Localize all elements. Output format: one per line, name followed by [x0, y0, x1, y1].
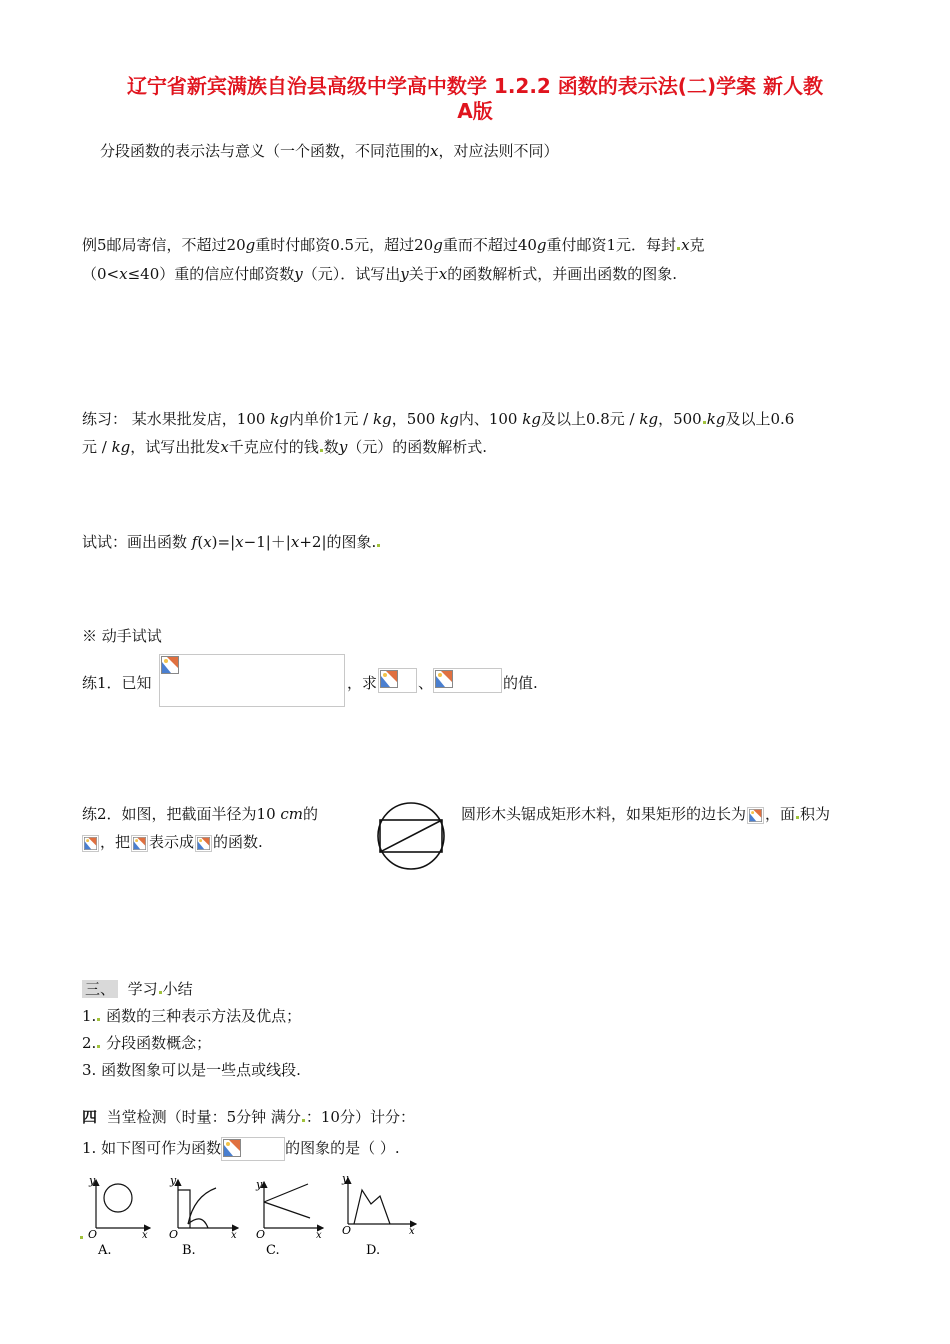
curve-upper	[188, 1188, 216, 1224]
text: ：10分）计分：	[305, 1108, 415, 1126]
var-x: x	[681, 236, 690, 254]
text: ≤40）重的信应付邮资数	[127, 265, 295, 283]
broken-image-icon	[380, 670, 398, 688]
marker-dot	[796, 816, 799, 819]
var-f: f	[191, 533, 198, 551]
circle-curve	[104, 1184, 132, 1212]
exercise1-end: 的值.	[503, 674, 538, 692]
var-y: y	[294, 265, 303, 283]
text: （元）的函数解析式.	[347, 438, 488, 456]
graph-b	[169, 1174, 238, 1241]
broken-image-icon	[749, 809, 762, 822]
text: ，把	[100, 833, 131, 851]
graph-c	[255, 1178, 323, 1241]
title-line-1: 辽宁省新宾满族自治县高级中学高中数学 1.2.2 函数的表示法(二)学案 新人教	[126, 74, 824, 98]
text: (	[197, 533, 204, 551]
text: （0<	[82, 265, 120, 283]
formula-image-placeholder	[378, 668, 416, 692]
graph-d	[341, 1172, 416, 1237]
text: 内、100	[458, 410, 523, 428]
text: 重时付邮资0.5元，超过20	[255, 236, 434, 254]
x-label: x	[142, 1230, 148, 1241]
answer-graphs	[78, 1172, 428, 1260]
text: 的函数.	[213, 833, 263, 851]
image-frame	[378, 668, 417, 693]
var-y: y	[400, 265, 409, 283]
unit-kg: kg	[373, 410, 392, 428]
handson-heading: ※ 动手试试	[82, 627, 162, 645]
graph-a	[80, 1174, 150, 1241]
origin-label: O	[169, 1228, 179, 1241]
ray-lower	[264, 1202, 310, 1218]
broken-image-icon	[435, 670, 453, 688]
example5-line1	[82, 234, 705, 256]
ray-upper	[264, 1184, 308, 1202]
y-label: y	[89, 1174, 96, 1187]
option-c-label: C.	[266, 1243, 280, 1258]
marker-dot	[302, 1119, 305, 1122]
practice-line2	[82, 436, 487, 458]
marker-dot	[703, 421, 706, 424]
var-y: y	[338, 438, 348, 456]
origin-label: O	[342, 1224, 352, 1237]
image-frame	[221, 1137, 285, 1161]
image-frame	[195, 835, 212, 852]
option-d-label: D.	[366, 1243, 381, 1258]
text: 的函数解析式，并画出函数的图象.	[447, 265, 677, 283]
text: 练习： 某水果批发店，100	[82, 410, 271, 428]
exercise1-text-seek: ，求	[347, 674, 378, 692]
question-1	[82, 1137, 400, 1161]
text: 及以上0.8元 /	[540, 410, 640, 428]
marker-dot	[97, 1018, 100, 1021]
text: 函数的三种表示方法及优点；	[106, 1007, 302, 1025]
text: 表示成	[149, 833, 195, 851]
text: 克	[689, 236, 705, 254]
check-heading	[82, 1106, 415, 1128]
exercise2-line1-right	[461, 803, 830, 825]
text: 的图象的是（ ）.	[285, 1139, 400, 1157]
text: 重而不超过40	[442, 236, 537, 254]
text: 小结	[162, 980, 193, 998]
text: 试试：画出函数	[82, 533, 192, 551]
unit-kg: kg	[639, 410, 659, 428]
var-x: x	[430, 142, 439, 160]
text: 重付邮资1元．每封	[546, 236, 677, 254]
unit-kg: kg	[706, 410, 726, 428]
text: 1.	[82, 1007, 97, 1025]
section-number: 四	[82, 1108, 98, 1126]
curve-lower	[188, 1219, 208, 1228]
text: 1. 如下图可作为函数	[82, 1139, 222, 1157]
text: 关于	[408, 265, 439, 283]
text: 当堂检测（时量：5分钟 满分	[106, 1108, 301, 1126]
x-label: x	[231, 1230, 237, 1241]
text: ，试写出批发	[130, 438, 221, 456]
var-x: x	[438, 265, 448, 283]
text: +2|的图象.	[299, 533, 377, 551]
broken-image-icon	[223, 1139, 241, 1157]
practice-line1	[82, 408, 794, 430]
text: 及以上0.6	[725, 410, 795, 428]
document-title	[60, 74, 890, 124]
y-label: y	[256, 1178, 263, 1191]
origin-label: O	[256, 1228, 266, 1241]
var-x: x	[235, 533, 244, 551]
text: 例5邮局寄信，不超过20	[82, 236, 246, 254]
intro-text: 分段函数的表示法与意义（一个函数，不同范围的	[100, 142, 431, 160]
image-frame	[159, 654, 345, 707]
broken-image-icon	[197, 837, 210, 850]
image-frame	[747, 807, 764, 824]
summary-item-2	[82, 1032, 211, 1054]
summary-heading	[82, 978, 193, 1000]
text: −1|＋|	[243, 533, 291, 551]
text: 积为	[800, 805, 831, 823]
var-x: x	[220, 438, 229, 456]
section-number: 三、	[82, 980, 118, 998]
circle-rectangle-figure	[376, 801, 446, 871]
unit-g: g	[245, 236, 256, 254]
exercise2-line2	[82, 831, 263, 853]
image-frame	[433, 668, 502, 693]
x-label: x	[409, 1226, 415, 1237]
option-b-label: B.	[182, 1243, 196, 1258]
exercise1-sep: 、	[418, 674, 434, 692]
polyline-curve	[354, 1190, 390, 1224]
text: 2.	[82, 1034, 97, 1052]
exercise1-label: 练1．已知	[82, 674, 152, 692]
unit-kg: kg	[270, 410, 289, 428]
text: 数	[323, 438, 339, 456]
text: 圆形木头锯成矩形木料，如果矩形的边长为	[461, 805, 747, 823]
image-frame	[82, 835, 99, 852]
option-a-label: A.	[98, 1243, 112, 1258]
example5-line2	[82, 263, 677, 285]
exercise2-line1-left	[82, 803, 318, 825]
marker-dot	[377, 544, 380, 547]
formula-image-placeholder	[159, 654, 344, 706]
summary-item-3: 3. 函数图象可以是一些点或线段.	[82, 1061, 301, 1079]
diagonal-line	[380, 820, 442, 852]
text: （元）．试写出	[302, 265, 401, 283]
text: ，500	[391, 410, 441, 428]
unit-kg: kg	[440, 410, 459, 428]
text: 练2．如图，把截面半径为10	[82, 805, 281, 823]
var-x: x	[290, 533, 300, 551]
title-line-2: A版	[457, 99, 493, 123]
var-x: x	[119, 265, 128, 283]
text: 分段函数概念；	[106, 1034, 212, 1052]
marker-dot	[97, 1045, 100, 1048]
var-x: x	[203, 533, 212, 551]
text: 的	[303, 805, 319, 823]
unit-g: g	[536, 236, 547, 254]
y-label: y	[342, 1172, 349, 1185]
text: ，面	[765, 805, 796, 823]
text: 内单价1元 /	[288, 410, 374, 428]
text: )=|	[211, 533, 236, 551]
marker-dot	[320, 449, 323, 452]
broken-image-icon	[161, 656, 179, 674]
marker-dot	[677, 247, 680, 250]
origin-label: O	[88, 1228, 98, 1241]
text: 千克应付的钱	[228, 438, 319, 456]
marker-dot	[159, 991, 162, 994]
trial-line	[82, 531, 381, 553]
intro-line	[100, 140, 559, 162]
text: 学习	[127, 980, 158, 998]
broken-image-icon	[133, 837, 146, 850]
summary-item-1	[82, 1005, 301, 1027]
formula-image-placeholder	[433, 668, 501, 692]
marker-dot	[80, 1236, 83, 1239]
unit-g: g	[433, 236, 443, 254]
unit-cm: cm	[280, 805, 304, 823]
broken-image-icon	[84, 837, 97, 850]
y-label: y	[170, 1174, 177, 1187]
x-label: x	[316, 1230, 322, 1241]
text: 元 /	[82, 438, 112, 456]
image-frame	[131, 835, 148, 852]
text: ，500	[658, 410, 702, 428]
unit-kg: kg	[522, 410, 541, 428]
intro-text-end: ，对应法则不同）	[438, 142, 559, 160]
unit-kg: kg	[111, 438, 131, 456]
